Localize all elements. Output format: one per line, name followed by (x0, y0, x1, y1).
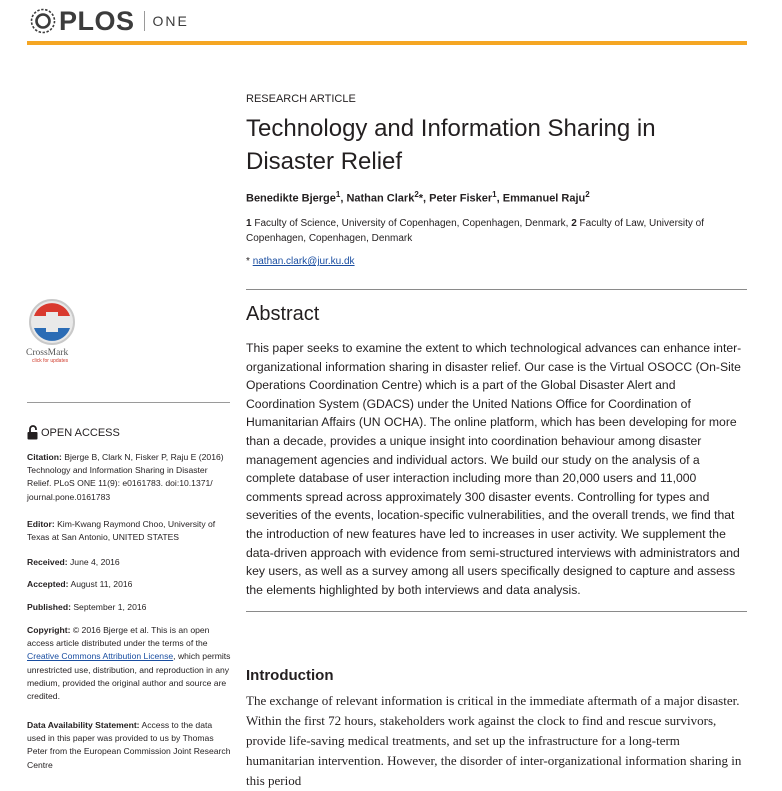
citation-block (27, 451, 232, 504)
plos-logo[interactable] (30, 6, 189, 36)
editor-label: Editor: (27, 519, 55, 529)
affiliation-number: 2 (571, 218, 577, 229)
crossmark-badge[interactable] (26, 298, 80, 364)
received-block (27, 556, 232, 569)
author-name: Nathan Clark (346, 192, 415, 205)
logo-wordmark: PLOS (59, 5, 135, 36)
editor-text: Kim-Kwang Raymond Choo, University of Texas at San Antonio, UNITED STATES (27, 519, 216, 543)
corresponding-mark: * (246, 256, 250, 267)
introduction-heading: Introduction (246, 667, 334, 684)
accepted-date: August 11, 2016 (68, 579, 133, 589)
section-divider (246, 289, 747, 290)
open-access-label: OPEN ACCESS (41, 426, 120, 439)
accepted-block (27, 578, 232, 591)
copyright-block (27, 624, 232, 703)
copyright-text: © 2016 Bjerge et al. This is an open access article distributed under the terms of the (27, 625, 210, 649)
citation-label: Citation: (27, 452, 62, 462)
author-name: Benedikte Bjerge (246, 192, 336, 205)
corresponding-email (246, 256, 355, 267)
affiliation-text: Faculty of Law, University of Copenhagen, Copenhagen, Denmark (246, 218, 705, 244)
data-availability-block (27, 719, 232, 772)
plos-logo-icon (30, 8, 56, 34)
author-separator: , (340, 192, 347, 205)
logo-divider (144, 11, 145, 31)
copyright-label: Copyright: (27, 625, 71, 635)
email-link[interactable]: nathan.clark@jur.ku.dk (252, 256, 355, 267)
published-date: September 1, 2016 (70, 602, 147, 612)
author-affiliation-ref: 1 (335, 190, 341, 199)
article-title: Technology and Information Sharing in Disaster Relief (246, 115, 656, 175)
crossmark-sublabel: click for updates (32, 358, 69, 364)
crossmark-label: CrossMark (26, 348, 69, 358)
affiliations (246, 216, 746, 246)
published-label: Published: (27, 602, 71, 612)
citation-text: Bjerge B, Clark N, Fisker P, Raju E (2016) Technology and Information Sharing in Disaster Relief. PLoS ONE 11(9): e0161783. doi:10.1371/ journal.pone.0161783 (27, 452, 224, 502)
abstract-heading: Abstract (246, 303, 320, 325)
section-divider (246, 611, 747, 612)
data-availability-label: Data Availability Statement: (27, 720, 140, 730)
crossmark-icon (28, 298, 76, 346)
received-date: June 4, 2016 (67, 557, 120, 567)
author-name: Emmanuel Raju (502, 192, 586, 205)
affiliation-text: Faculty of Science, University of Copenhagen, Copenhagen, Denmark, (251, 218, 572, 229)
data-availability-text: Access to the data used in this paper was provided to us by Thomas Peter from the European Commission Joint Research Centre (27, 720, 231, 770)
author-name: Peter Fisker (429, 192, 493, 205)
author-affiliation-ref: 1 (492, 190, 497, 199)
received-label: Received: (27, 557, 68, 567)
affiliation-number: 1 (246, 218, 252, 229)
header-accent-bar (27, 41, 747, 45)
sidebar-divider (27, 402, 230, 403)
author-separator: , (496, 192, 503, 205)
published-block (27, 601, 232, 614)
editor-block (27, 518, 232, 544)
open-access-badge (27, 425, 120, 440)
abstract-text: This paper seeks to examine the extent to which technological advances can enhance inter-organizational information sharing in disaster relief. Our case is the Virtual OSOCC (On-Site Operations Coordination Centre) which is a part of the Global Disaster Alert and Coordination System (GDACS) under the United Nations Office for Coordination of Humanitarian Affairs (UN OCHA). The online platform, which has been developing for more than a decade, provides a unique insight into coordination behaviour among disaster management agencies and individual actors. We build our study on the analysis of a complete database of user interaction including more than 20,000 users and 11,000 comments spread across approximately 300 disaster events. Controlling for types and severities of the events, location-specific vulnerabilities, and the overall trends, we find that the introduction of new features have led to increases in user activity. We supplement the data-driven approach with evidence from semi-structured interviews with administrators and key users, as well as a survey among all users specifically designed to capture and assess the elements highlighted by both interviews and data analysis. (246, 341, 742, 597)
accepted-label: Accepted: (27, 579, 69, 589)
author-list (246, 190, 590, 205)
open-lock-icon (27, 425, 38, 440)
author-affiliation-ref: 2 (414, 190, 419, 199)
copyright-text: , which permits unrestricted use, distribution, and reproduction in any medium, provided the original author and source are credited. (27, 651, 231, 702)
corresponding-mark: * (418, 192, 424, 205)
author-separator: , (423, 192, 430, 205)
introduction-text: The exchange of relevant information is critical in the immediate aftermath of a major disaster. Within the first 72 hours, stakeholders work against the clock to find and rescue survivors, provide life-saving medical treatments, and set up the infrastructure for a long-term humanitarian intervention. However, the disorder of inter-organizational information sharing in this period (246, 693, 742, 788)
article-type: RESEARCH ARTICLE (246, 93, 356, 105)
author-affiliation-ref: 2 (585, 190, 590, 199)
journal-name: ONE (152, 13, 189, 29)
license-link[interactable]: Creative Commons Attribution License (27, 651, 174, 662)
